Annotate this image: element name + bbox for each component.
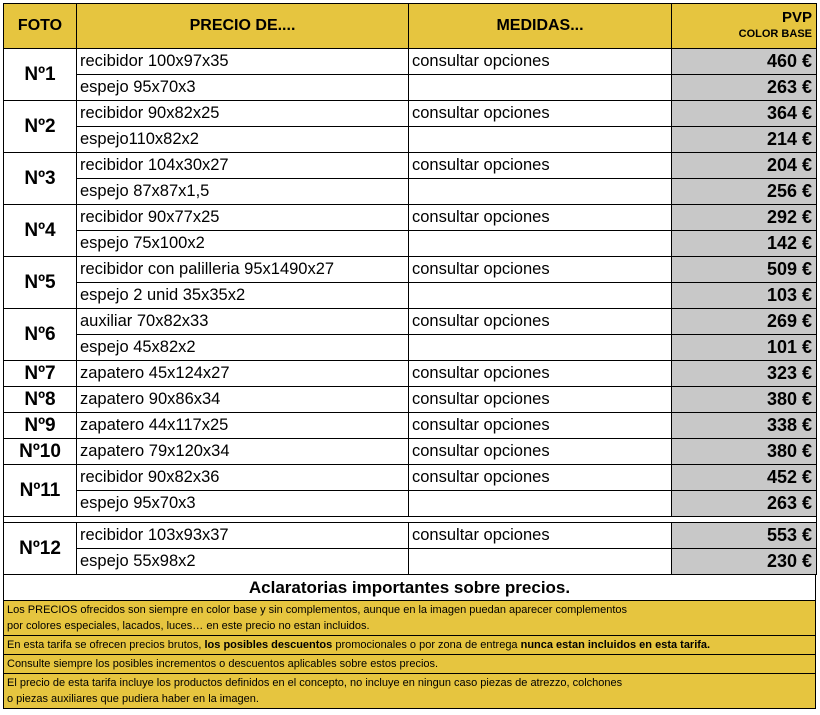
medidas-cell: consultar opciones: [409, 387, 672, 413]
price-cell: 263 €: [672, 75, 817, 101]
medidas-cell: [409, 549, 672, 575]
table-row: [4, 361, 817, 387]
table-row: [4, 75, 817, 101]
table-row: [4, 335, 817, 361]
medidas-cell: consultar opciones: [409, 413, 672, 439]
medidas-cell: consultar opciones: [409, 257, 672, 283]
header-foto: FOTO: [4, 4, 77, 49]
table-row: [4, 49, 817, 75]
table-row: [4, 465, 817, 491]
foto-cell: Nº6: [4, 309, 77, 361]
desc-cell: espejo 95x70x3: [77, 491, 409, 517]
medidas-cell: consultar opciones: [409, 465, 672, 491]
price-cell: 380 €: [672, 439, 817, 465]
note-descuentos-d: nunca estan incluidos en esta tarifa.: [520, 639, 711, 651]
foto-cell: Nº3: [4, 153, 77, 205]
price-cell: 460 €: [672, 49, 817, 75]
desc-cell: espejo 45x82x2: [77, 335, 409, 361]
price-cell: 103 €: [672, 283, 817, 309]
table-row: [4, 523, 817, 549]
desc-cell: espejo110x82x2: [77, 127, 409, 153]
desc-cell: recibidor 100x97x35: [77, 49, 409, 75]
price-cell: 338 €: [672, 413, 817, 439]
desc-cell: recibidor 103x93x37: [77, 523, 409, 549]
note-descuentos-line: [7, 637, 812, 653]
foto-cell: Nº2: [4, 101, 77, 153]
medidas-cell: consultar opciones: [409, 523, 672, 549]
header-pvp-sub: COLOR BASE: [738, 28, 812, 40]
foto-cell: Nº10: [4, 439, 77, 465]
desc-cell: zapatero 90x86x34: [77, 387, 409, 413]
header-pvp-label: PVP: [781, 9, 812, 26]
price-cell: 263 €: [672, 491, 817, 517]
table-row: [4, 283, 817, 309]
medidas-cell: consultar opciones: [409, 153, 672, 179]
table-row: [4, 101, 817, 127]
price-cell: 553 €: [672, 523, 817, 549]
medidas-cell: [409, 231, 672, 257]
medidas-cell: consultar opciones: [409, 49, 672, 75]
price-table-body: [4, 49, 817, 575]
table-row: [4, 153, 817, 179]
medidas-cell: [409, 491, 672, 517]
table-row: [4, 127, 817, 153]
note-consulte-line: Consulte siempre los posibles incrementos o descuentos aplicables sobre estos precios.: [7, 658, 439, 670]
price-cell: 269 €: [672, 309, 817, 335]
medidas-cell: [409, 283, 672, 309]
note-precios: [3, 601, 816, 636]
foto-cell: Nº11: [4, 465, 77, 517]
foto-cell: Nº4: [4, 205, 77, 257]
price-cell: 101 €: [672, 335, 817, 361]
medidas-cell: [409, 127, 672, 153]
desc-cell: espejo 95x70x3: [77, 75, 409, 101]
price-cell: 142 €: [672, 231, 817, 257]
price-sheet: [3, 3, 816, 709]
foto-cell: Nº9: [4, 413, 77, 439]
table-row: [4, 309, 817, 335]
price-cell: 230 €: [672, 549, 817, 575]
medidas-cell: consultar opciones: [409, 361, 672, 387]
price-cell: 452 €: [672, 465, 817, 491]
desc-cell: recibidor 90x82x25: [77, 101, 409, 127]
desc-cell: recibidor 104x30x27: [77, 153, 409, 179]
desc-cell: espejo 2 unid 35x35x2: [77, 283, 409, 309]
desc-cell: espejo 55x98x2: [77, 549, 409, 575]
price-cell: 380 €: [672, 387, 817, 413]
table-row: [4, 549, 817, 575]
foto-cell: Nº12: [4, 523, 77, 575]
price-table: [3, 3, 817, 575]
medidas-cell: [409, 179, 672, 205]
note-incluye: [3, 674, 816, 709]
header-precio: PRECIO DE....: [77, 4, 409, 49]
note-precios-line2: por colores especiales, lacados, luces… en este precio no estan incluidos.: [7, 620, 370, 632]
table-row: [4, 179, 817, 205]
desc-cell: recibidor 90x82x36: [77, 465, 409, 491]
medidas-cell: consultar opciones: [409, 101, 672, 127]
desc-cell: auxiliar 70x82x33: [77, 309, 409, 335]
table-row: [4, 257, 817, 283]
table-row: [4, 205, 817, 231]
price-cell: 292 €: [672, 205, 817, 231]
medidas-cell: [409, 335, 672, 361]
price-cell: 323 €: [672, 361, 817, 387]
desc-cell: espejo 87x87x1,5: [77, 179, 409, 205]
foto-cell: Nº8: [4, 387, 77, 413]
note-descuentos-b: los posibles descuentos: [204, 639, 333, 651]
desc-cell: espejo 75x100x2: [77, 231, 409, 257]
note-descuentos-a: En esta tarifa se ofrecen precios brutos,: [7, 639, 205, 651]
price-cell: 256 €: [672, 179, 817, 205]
note-incluye-line1: El precio de esta tarifa incluye los productos definidos en el concepto, no incluye en ningun caso piezas de atrezzo, colchones: [7, 677, 623, 689]
table-row: [4, 439, 817, 465]
header-pvp: [672, 4, 817, 49]
foto-cell: Nº5: [4, 257, 77, 309]
medidas-cell: consultar opciones: [409, 205, 672, 231]
medidas-cell: consultar opciones: [409, 439, 672, 465]
price-cell: 364 €: [672, 101, 817, 127]
desc-cell: recibidor con palilleria 95x1490x27: [77, 257, 409, 283]
table-row: [4, 387, 817, 413]
medidas-cell: [409, 75, 672, 101]
table-row: [4, 491, 817, 517]
note-precios-line1: Los PRECIOS ofrecidos son siempre en color base y sin complementos, aunque en la imagen puedan aparecer complementos: [7, 604, 628, 616]
desc-cell: recibidor 90x77x25: [77, 205, 409, 231]
desc-cell: zapatero 44x117x25: [77, 413, 409, 439]
price-cell: 509 €: [672, 257, 817, 283]
foto-cell: Nº1: [4, 49, 77, 101]
desc-cell: zapatero 79x120x34: [77, 439, 409, 465]
note-descuentos-c: promocionales o por zona de entrega: [332, 639, 521, 651]
price-cell: 204 €: [672, 153, 817, 179]
foto-cell: Nº7: [4, 361, 77, 387]
header-row: [4, 4, 817, 49]
price-cell: 214 €: [672, 127, 817, 153]
note-descuentos: [3, 636, 816, 655]
table-row: [4, 413, 817, 439]
note-incluye-line2: o piezas auxiliares que pudiera haber en la imagen.: [7, 693, 259, 705]
aclaratorias-title: Aclaratorias importantes sobre precios.: [3, 575, 816, 601]
desc-cell: zapatero 45x124x27: [77, 361, 409, 387]
header-medidas: MEDIDAS...: [409, 4, 672, 49]
table-row: [4, 231, 817, 257]
medidas-cell: consultar opciones: [409, 309, 672, 335]
note-consulte: [3, 655, 816, 674]
